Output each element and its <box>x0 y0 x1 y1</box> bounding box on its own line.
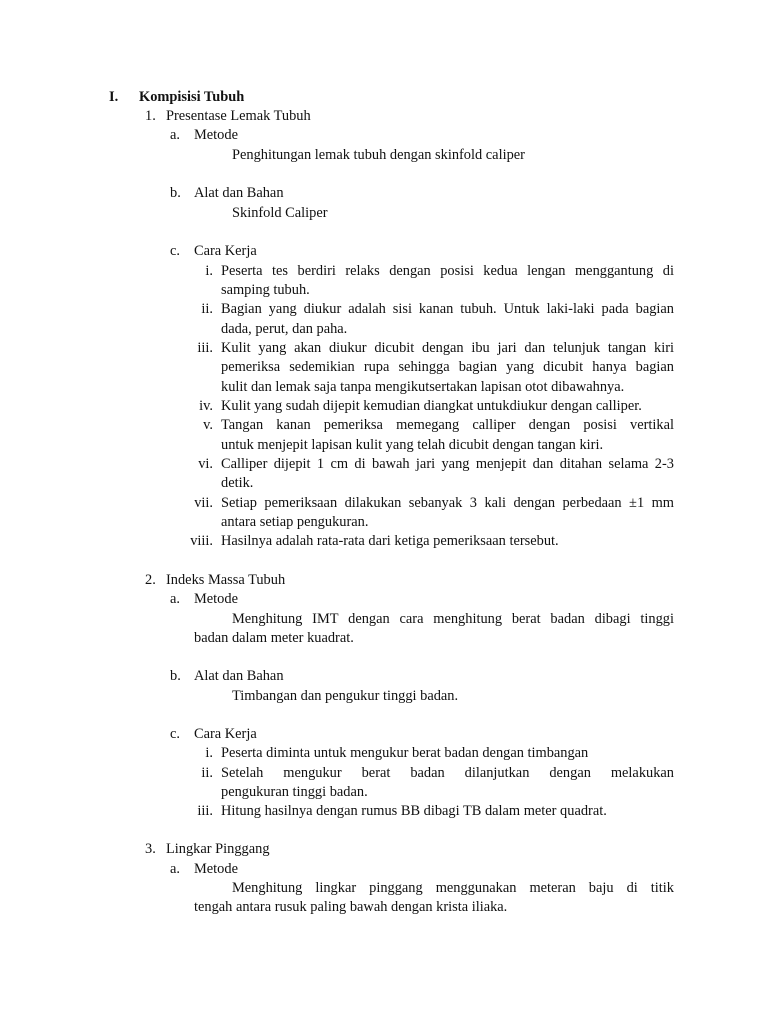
step-number: ii. <box>201 765 213 781</box>
step-number: iv. <box>199 398 213 414</box>
step-text: Hasilnya adalah rata-rata dari ketiga pemeriksaan tersebut. <box>221 533 559 549</box>
subitem-marker: c. <box>170 726 180 742</box>
subitem-marker: b. <box>170 668 181 684</box>
step-number: i. <box>205 263 213 279</box>
subitem-marker: b. <box>170 185 181 201</box>
step-text: Setiap pemeriksaan dilakukan sebanyak 3 kali dengan perbedaan ±1 mm <box>221 495 674 511</box>
section-numeral: I. <box>109 89 119 105</box>
step-text: Calliper dijepit 1 cm di bawah jari yang menjepit dan ditahan selama 2-3 <box>221 456 674 472</box>
subitem-label: Cara Kerja <box>194 243 257 259</box>
step-number: iii. <box>197 803 213 819</box>
subitem-text: Menghitung IMT dengan cara menghitung berat badan dibagi tinggi <box>232 611 674 627</box>
step-number: ii. <box>201 301 213 317</box>
step-number: iii. <box>197 340 213 356</box>
step-text: Kulit yang sudah dijepit kemudian diangkat untukdiukur dengan calliper. <box>221 398 642 414</box>
subitem-marker: a. <box>170 861 180 877</box>
step-text: antara setiap pengukuran. <box>221 514 369 530</box>
item-number: 1. <box>145 108 156 124</box>
subitem-label: Metode <box>194 591 238 607</box>
step-text: Tangan kanan pemeriksa memegang calliper dengan posisi vertikal <box>221 417 674 433</box>
step-text: samping tubuh. <box>221 282 310 298</box>
subitem-label: Alat dan Bahan <box>194 668 284 684</box>
step-number: vii. <box>194 495 213 511</box>
section-title: Kompisisi Tubuh <box>139 89 245 105</box>
step-text: Hitung hasilnya dengan rumus BB dibagi TB dalam meter quadrat. <box>221 803 607 819</box>
step-number: vi. <box>198 456 213 472</box>
subitem-label: Alat dan Bahan <box>194 185 284 201</box>
subitem-text: tengah antara rusuk paling bawah dengan krista iliaka. <box>194 899 508 915</box>
step-text: untuk menjepit lapisan kulit yang telah dicubit dengan tangan kiri. <box>221 437 604 453</box>
step-text: Setelah mengukur berat badan dilanjutkan dengan melakukan <box>221 765 674 781</box>
subitem-marker: a. <box>170 591 180 607</box>
step-number: i. <box>205 745 213 761</box>
step-text: detik. <box>221 475 254 491</box>
item-number: 3. <box>145 841 156 857</box>
item-title: Indeks Massa Tubuh <box>166 572 286 588</box>
item-title: Lingkar Pinggang <box>166 841 270 857</box>
step-number: viii. <box>190 533 213 549</box>
subitem-marker: c. <box>170 243 180 259</box>
step-text: Bagian yang diukur adalah sisi kanan tubuh. Untuk laki-laki pada bagian <box>221 301 674 317</box>
item-title: Presentase Lemak Tubuh <box>166 108 311 124</box>
subitem-text: Penghitungan lemak tubuh dengan skinfold caliper <box>232 147 525 163</box>
subitem-label: Metode <box>194 127 238 143</box>
subitem-label: Cara Kerja <box>194 726 257 742</box>
subitem-text: Timbangan dan pengukur tinggi badan. <box>232 688 459 704</box>
step-text: dada, perut, dan paha. <box>221 321 348 337</box>
subitem-text: badan dalam meter kuadrat. <box>194 630 354 646</box>
step-text: Peserta diminta untuk mengukur berat badan dengan timbangan <box>221 745 589 761</box>
step-text: pemeriksa sedemikian rupa sehingga bagian yang dicubit hanya bagian <box>221 359 674 375</box>
step-text: kulit dan lemak saja tanpa mengikutsertakan lapisan otot dibawahnya. <box>221 379 625 395</box>
step-number: v. <box>203 417 213 433</box>
subitem-text: Skinfold Caliper <box>232 205 328 221</box>
step-text: Peserta tes berdiri relaks dengan posisi kedua lengan menggantung di <box>221 263 674 279</box>
item-number: 2. <box>145 572 156 588</box>
subitem-text: Menghitung lingkar pinggang menggunakan meteran baju di titik <box>232 880 674 896</box>
step-text: pengukuran tinggi badan. <box>221 784 368 800</box>
subitem-marker: a. <box>170 127 180 143</box>
step-text: Kulit yang akan diukur dicubit dengan ibu jari dan telunjuk tangan kiri <box>221 340 674 356</box>
subitem-label: Metode <box>194 861 238 877</box>
